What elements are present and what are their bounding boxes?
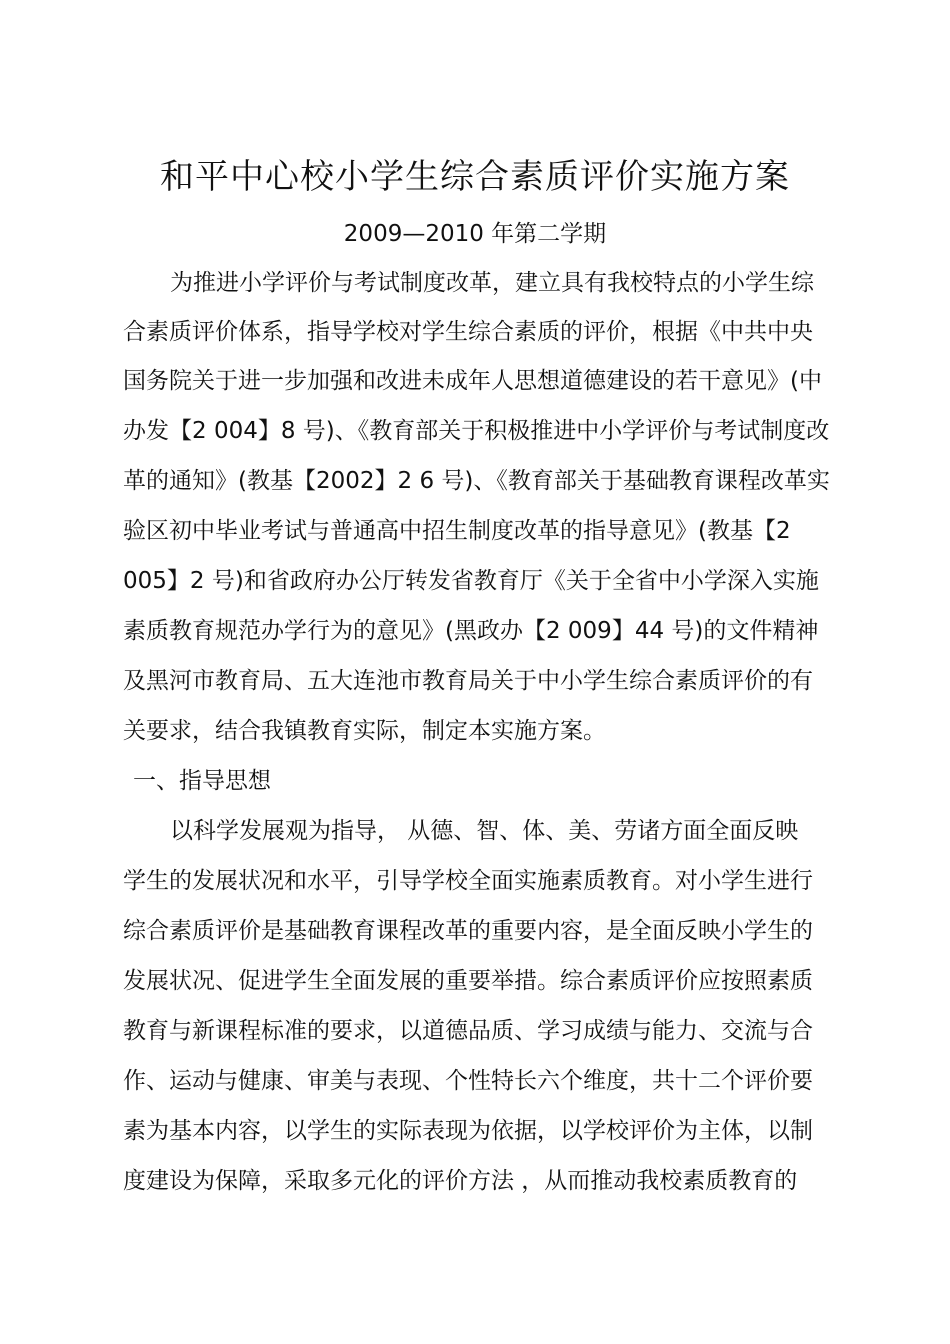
paragraph-line: 学生的发展状况和水平，引导学校全面实施素质教育。对小学生进行 [123, 868, 813, 894]
paragraph-line: 验区初中毕业考试与普通高中招生制度改革的指导意见》(教基【2 [123, 518, 791, 544]
document-title: 和平中心校小学生综合素质评价实施方案 [160, 157, 790, 197]
paragraph-line: 及黑河市教育局、五大连池市教育局关于中小学生综合素质评价的有 [123, 668, 813, 694]
paragraph-line: 005】2 号)和省政府办公厅转发省教育厅《关于全省中小学深入实施 [123, 568, 819, 594]
paragraph-line: 革的通知》(教基【2002】2 6 号)、《教育部关于基础教育课程改革实 [123, 468, 830, 494]
paragraph-line: 国务院关于进一步加强和改进未成年人思想道德建设的若干意见》(中 [123, 368, 822, 394]
paragraph-line: 发展状况、促进学生全面发展的重要举措。综合素质评价应按照素质 [123, 968, 813, 994]
paragraph-line: 教育与新课程标准的要求，以道德品质、学习成绩与能力、交流与合 [123, 1018, 813, 1044]
document-subtitle: 2009—2010 年第二学期 [343, 221, 607, 247]
paragraph-line: 综合素质评价是基础教育课程改革的重要内容，是全面反映小学生的 [123, 918, 813, 944]
section-heading: 一、指导思想 [133, 768, 271, 794]
paragraph-line: 为推进小学评价与考试制度改革，建立具有我校特点的小学生综 [170, 270, 814, 296]
paragraph-line: 素为基本内容，以学生的实际表现为依据，以学校评价为主体，以制 [123, 1118, 813, 1144]
paragraph-line: 素质教育规范办学行为的意见》(黑政办【2 009】44 号)的文件精神 [123, 618, 819, 644]
paragraph-line: 关要求，结合我镇教育实际，制定本实施方案。 [123, 718, 606, 744]
paragraph-line: 作、运动与健康、审美与表现、个性特长六个维度，共十二个评价要 [123, 1068, 813, 1094]
paragraph-line: 度建设为保障，采取多元化的评价方法 ，从而推动我校素质教育的 [123, 1168, 798, 1194]
paragraph-line: 合素质评价体系，指导学校对学生综合素质的评价，根据《中共中央 [123, 319, 813, 345]
paragraph-line: 办发【2 004】8 号)、《教育部关于积极推进中小学评价与考试制度改 [123, 418, 830, 444]
paragraph-line: 以科学发展观为指导， 从德、智、体、美、劳诸方面全面反映 [170, 818, 799, 844]
